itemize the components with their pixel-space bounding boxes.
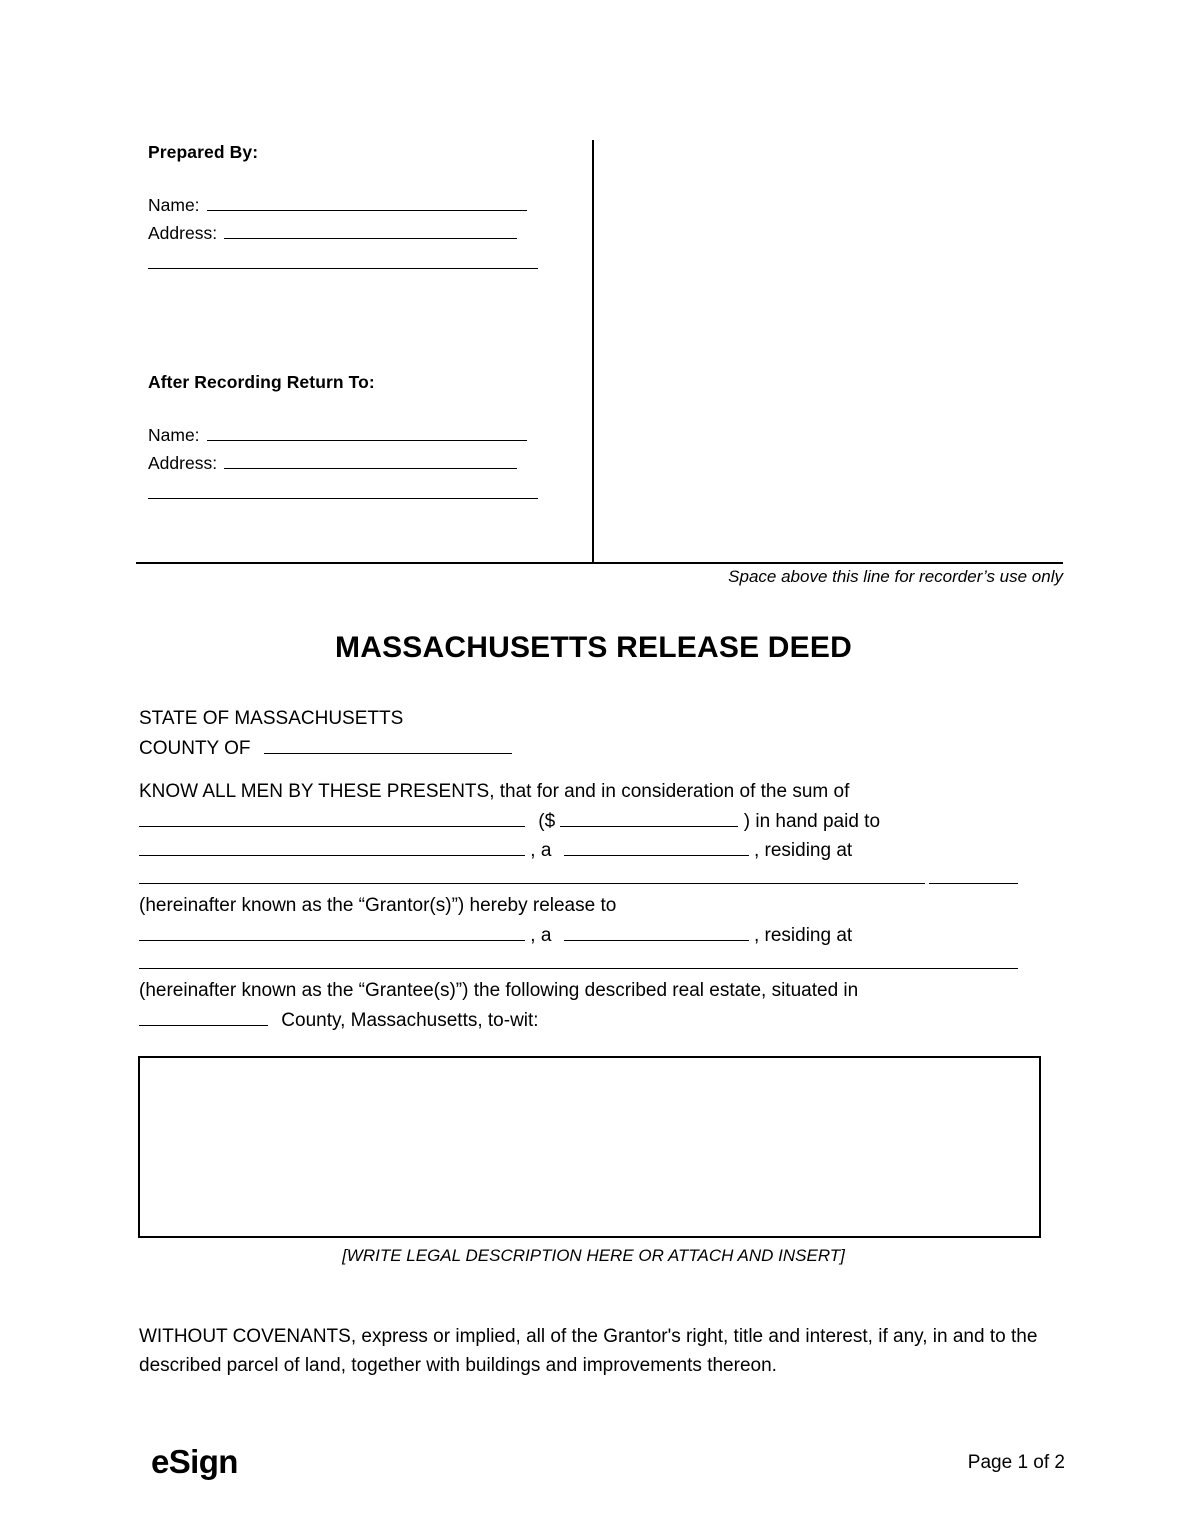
return-to-name-row [148, 425, 527, 446]
prepared-by-address-line2-input[interactable] [148, 268, 538, 269]
consideration-amount-input[interactable] [560, 811, 738, 827]
state-line: STATE OF MASSACHUSETTS [139, 708, 404, 729]
prepared-by-address-row [148, 223, 517, 244]
grantor-name-input[interactable] [139, 840, 525, 856]
page-number: Page 1 of 2 [967, 1452, 1065, 1473]
esign-logo: eSign [151, 1443, 238, 1480]
property-county-tail: County, Massachusetts, to-wit: [281, 1010, 539, 1031]
return-to-address-row [148, 453, 517, 474]
prepared-by-address-input[interactable] [224, 223, 517, 239]
grantor-entity-type-input[interactable] [564, 840, 749, 856]
grantee-name-input[interactable] [139, 925, 525, 941]
consideration-words-input[interactable] [139, 811, 525, 827]
without-covenants-paragraph: WITHOUT COVENANTS, express or implied, all of the Grantor's right, title and interest, if any, in and to the described parcel of land, together with buildings and improvements thereon. [139, 1326, 1038, 1376]
recorder-baseline-rule [136, 562, 1063, 564]
grantor-address-input-cont[interactable] [929, 883, 1018, 884]
return-to-name-label: Name: [148, 425, 200, 445]
county-row [139, 738, 512, 758]
prepared-by-name-label: Name: [148, 195, 200, 215]
county-input[interactable] [264, 738, 512, 754]
prepared-by-name-row [148, 195, 527, 216]
dollar-open: ($ [538, 811, 556, 832]
prepared-by-name-input[interactable] [207, 195, 527, 211]
return-to-name-input[interactable] [207, 425, 527, 441]
grantee-residing-at: , residing at [753, 925, 853, 946]
return-to-heading: After Recording Return To: [148, 372, 375, 392]
prepared-by-heading: Prepared By: [148, 142, 259, 162]
grantor-comma-a: , a [530, 840, 552, 861]
grantee-name-row [139, 925, 852, 945]
consideration-row [139, 811, 880, 831]
grantee-clause: (hereinafter known as the “Grantee(s)”) the following described real estate, situated in [139, 980, 859, 1001]
in-hand-paid-to-text: ) in hand paid to [743, 811, 881, 832]
property-county-input[interactable] [139, 1010, 268, 1026]
recorder-use-note: Space above this line for recorder’s use only [728, 567, 1063, 586]
grantor-clause: (hereinafter known as the “Grantor(s)”) hereby release to [139, 895, 617, 916]
grantor-name-row [139, 840, 852, 860]
recorder-vertical-divider [592, 140, 594, 563]
page-title: MASSACHUSETTS RELEASE DEED [335, 631, 852, 664]
grantee-address-input[interactable] [139, 968, 1018, 969]
return-to-address-label: Address: [148, 453, 218, 473]
grantee-entity-type-input[interactable] [564, 925, 749, 941]
grantee-comma-a: , a [530, 925, 552, 946]
legal-description-box[interactable] [138, 1056, 1041, 1238]
return-to-address-line2-input[interactable] [148, 498, 538, 499]
grantor-residing-at: , residing at [753, 840, 853, 861]
grantor-address-input[interactable] [139, 883, 925, 884]
know-all-men-line: KNOW ALL MEN BY THESE PRESENTS, that for and in consideration of the sum of [139, 781, 850, 802]
prepared-by-address-label: Address: [148, 223, 218, 243]
return-to-address-input[interactable] [224, 453, 517, 469]
recorder-use-block [136, 138, 1063, 563]
legal-description-caption: [WRITE LEGAL DESCRIPTION HERE OR ATTACH AND INSERT] [342, 1246, 845, 1265]
property-county-row [139, 1010, 539, 1030]
county-label: COUNTY OF [139, 738, 251, 759]
